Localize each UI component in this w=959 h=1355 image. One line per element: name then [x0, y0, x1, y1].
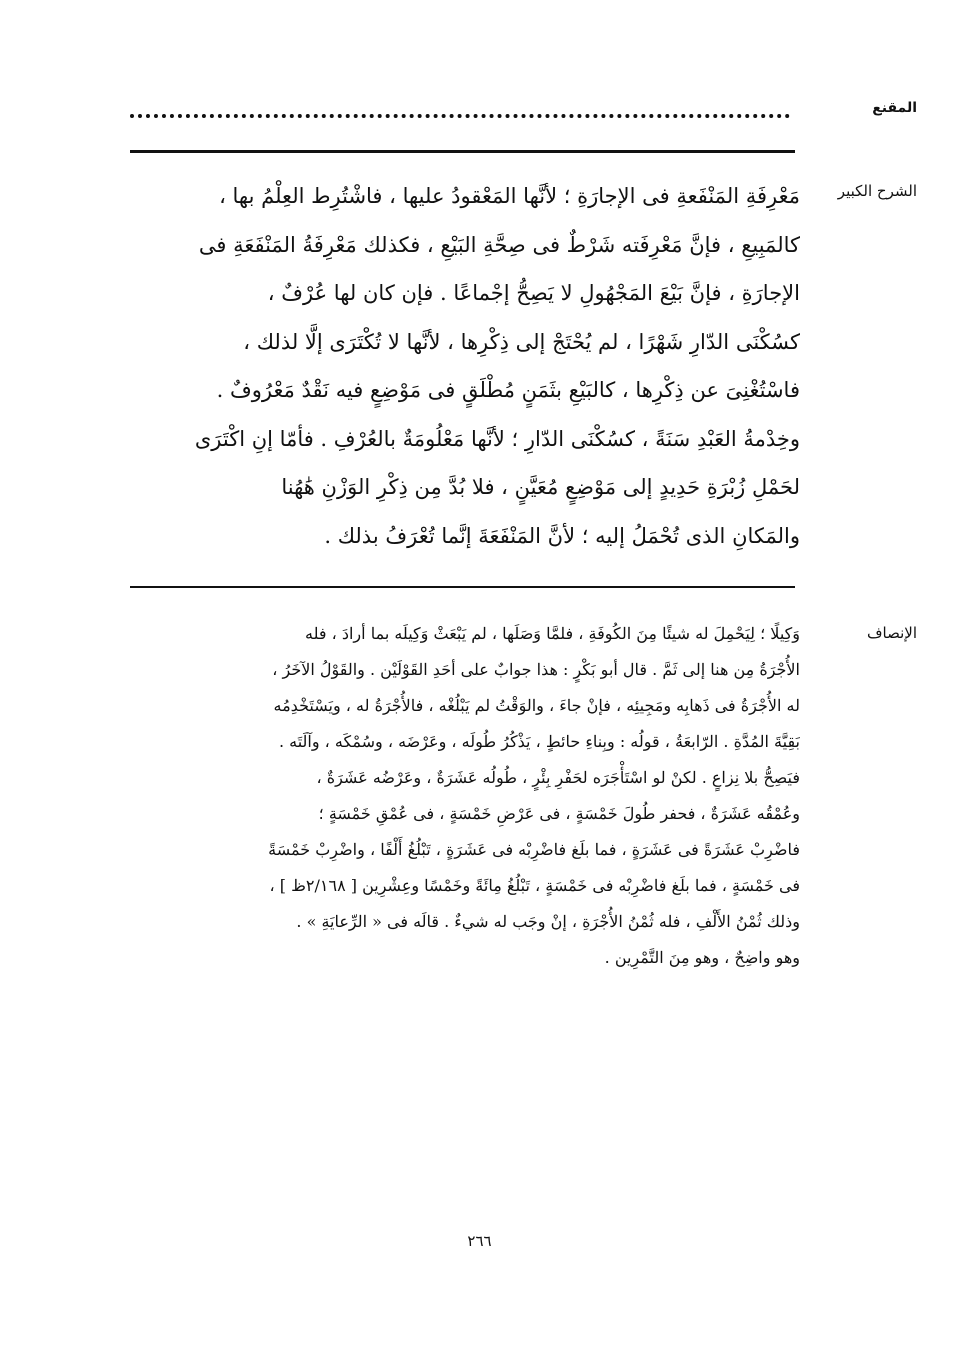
sharh-line: مَعْرِفَةِ المَنْفَعةِ فى الإجارَةِ ؛ لأنَّها المَعْقودُ عليها ، فاشْتُرِط العِلْمُ بها ، — [219, 184, 800, 208]
sharh-text-block — [130, 172, 800, 560]
running-header-title: المقنع — [872, 100, 917, 116]
header-rule — [130, 150, 795, 153]
sharh-line: الإجارَةِ ، فإنَّ بَيْعَ المَجْهُولِ لا يَصِحُّ إجْماعًا . فإن كان لها عُرْفٌ ، — [267, 281, 800, 305]
insaf-line: الأُجْرَةُ مِن هنا إلى ثَمَّ . قال أبو بَكْرٍ : هذا جوابٌ على أحَدِ القَوْلَيْن . والقَوْلُ الآخَرُ ، — [272, 660, 800, 679]
sharh-line: فاسْتُغْنِىَ عن ذِكْرِها ، كالبَيْعِ بثَمَنٍ مُطْلَقٍ فى مَوْضِعٍ فيه نَقْدٌ مَعْرُوفٌ . — [216, 378, 800, 402]
sharh-line: وخِدْمةُ العَبْدِ سَنَةً ، كسُكْنَى الدّارِ ؛ لأنَّها مَعْلُومَةٌ بالعُرْفِ . فأمّا إنِ اكْتَرَى — [194, 426, 800, 451]
insaf-line: بَقِيَّةَ المُدَّةِ . الرّابعَةُ ، قولُه : وبِناءِ حائطٍ ، يَذْكُرُ طُولَه ، وعَرْضَه ، وسُمْكَه ، وآلَتَه . — [278, 732, 800, 751]
insaf-line: فى خَمْسَةٍ ، فما بلَغ فاضْرِبْه فى خَمْسَةٍ ، تَبْلُغُ مِائَةً وخَمْسًا وعِشْرِين [ ٢/١٦٨ظ ] ، — [269, 876, 800, 895]
insaf-line: وعُمْقُه عَشَرَةٌ ، فحفر طُولَ خَمْسَةٍ ، فى عَرْضِ خَمْسَةٍ ، فى عُمْقِ خَمْسَةٍ ؛ — [318, 804, 800, 823]
insaf-line: فاضْرِبْ عَشَرَةً فى عَشَرَةٍ ، فما بلَغ فاضْرِبْه فى عَشَرَةٍ ، تَبْلُغُ أَلْفًا ، واضْرِبْ خَمْسَةً — [268, 840, 800, 859]
sharh-line: لحَمْلِ زُبْرَةِ حَدِيدٍ إلى مَوْضِعٍ مُعَيَّنٍ ، فلا بُدَّ مِن ذِكْرِ الوَزْنِ هَٰهُنا — [281, 475, 800, 499]
insaf-text-block — [130, 616, 800, 976]
insaf-line: وَكِيلًا ؛ لِيَحْمِلَ له شيئًا مِنَ الكُوفَةِ ، فلمَّا وَصَلَها ، لم يَبْعَثْ وَكِيلَه بما أرادَ ، فله — [305, 624, 800, 643]
insaf-line: وذلك ثُمْنُ الأَلْفِ ، فله ثُمْنُ الأُجْرَةِ ، إنْ وجَب له شيءٌ . قالَه فى « الرِّعايَةِ » . — [296, 912, 800, 931]
sharh-line: كسُكْنَى الدّارِ شَهْرًا ، لم يُحْتَجْ إلى ذِكْرِها ، لأنَّها لا تُكْتَرَى إلَّا لذلك ، — [243, 329, 800, 354]
insaf-line: له الأُجْرَةُ فى ذَهابِه ومَجِيئِه ، فإنْ جاءَ ، والوَقْتُ لم يَبْلُغْه ، فالأُجْرَةُ له ، ويَسْتَخْدِمُه — [273, 696, 800, 715]
sharh-line: والمَكانِ الذى تُحْمَلُ إليه ؛ لأنَّ المَنْفَعَةَ إنَّما تُعْرَفُ بذلك . — [324, 523, 800, 548]
insaf-line: وهو واضِحٌ ، وهو مِنَ التَّمْرِين . — [604, 948, 800, 967]
section-divider-rule — [130, 586, 795, 588]
sharh-line: كالمَبِيعِ ، فإنَّ مَعْرِفَته شَرْطٌ فى صِحَّةِ البَيْعِ ، فكذلك مَعْرِفَةُ المَنْفَعَةِ فى — [198, 232, 800, 257]
insaf-line: فيَصِحُّ بلا نِزاعٍ . لكنْ لو اسْتَأْجَرَه لحَفْرِ بِئْرٍ ، طُولُه عَشَرَةٌ ، وعَرْضُه عَشَرَةٌ ، — [316, 768, 800, 787]
page-number: ٢٦٦ — [467, 1232, 492, 1250]
header-dotted-leader — [130, 106, 790, 118]
section-label-insaf: الإنصاف — [866, 624, 917, 642]
section-label-sharh: الشرح الكبير — [837, 182, 917, 200]
